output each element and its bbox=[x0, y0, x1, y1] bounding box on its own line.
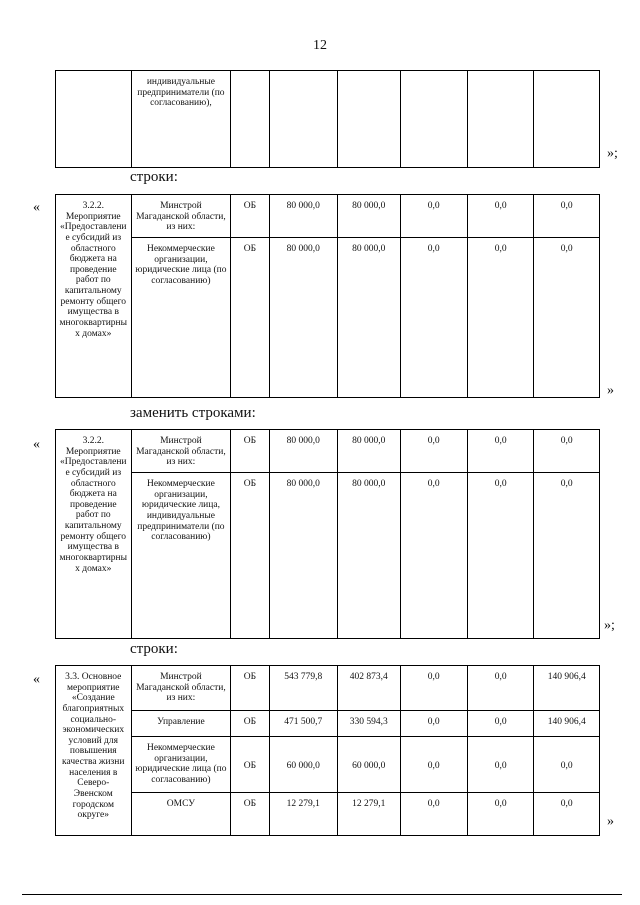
page-number: 12 bbox=[313, 38, 327, 53]
footer-divider bbox=[22, 894, 622, 895]
table-old-3-2-2 bbox=[55, 194, 600, 398]
activity-cell: 3.3. Основное мероприятие «Создание благоприятных социально-экономических условий для повышения качества жизни населения в Северо-Эвенском городском округе» bbox=[56, 666, 132, 836]
executor-cell: Некоммерческие организации, юридические лица (по согласованию) bbox=[131, 737, 231, 793]
value-cell: 80 000,0 bbox=[269, 430, 338, 473]
value-cell: 0,0 bbox=[467, 195, 533, 238]
executor-cell: Некоммерческие организации, юридические лица, индивидуальные предприниматели (по согласованию) bbox=[131, 473, 231, 639]
value-cell bbox=[338, 71, 400, 168]
value-cell: 80 000,0 bbox=[269, 238, 338, 398]
value-cell: 0,0 bbox=[534, 737, 600, 793]
value-cell: 12 279,1 bbox=[269, 793, 338, 836]
table-row bbox=[56, 430, 600, 473]
value-cell: 60 000,0 bbox=[338, 737, 400, 793]
value-cell: 0,0 bbox=[467, 473, 533, 639]
value-cell: 402 873,4 bbox=[338, 666, 400, 711]
value-cell bbox=[467, 71, 533, 168]
value-cell bbox=[400, 71, 467, 168]
activity-cell: 3.2.2. Мероприятие «Предоставлени е субсидий из областного бюджета на проведение работ по капитальному ремонту общего имущества в многоквартирны х домах» bbox=[56, 430, 132, 639]
source-cell: ОБ bbox=[231, 473, 269, 639]
value-cell: 0,0 bbox=[467, 737, 533, 793]
opening-quote: « bbox=[33, 437, 40, 452]
continuation-table bbox=[55, 70, 600, 168]
value-cell: 330 594,3 bbox=[338, 711, 400, 737]
value-cell: 0,0 bbox=[400, 711, 467, 737]
closing-quote: »; bbox=[604, 618, 615, 633]
closing-quote: » bbox=[607, 383, 614, 398]
value-cell: 0,0 bbox=[400, 238, 467, 398]
source-cell: ОБ bbox=[231, 737, 269, 793]
value-cell: 60 000,0 bbox=[269, 737, 338, 793]
executor-cell: Некоммерческие организации, юридические лица (по согласованию) bbox=[131, 238, 231, 398]
source-cell: ОБ bbox=[231, 666, 269, 711]
value-cell: 80 000,0 bbox=[338, 238, 400, 398]
table-row bbox=[56, 238, 600, 398]
value-cell: 0,0 bbox=[534, 195, 600, 238]
value-cell: 80 000,0 bbox=[338, 430, 400, 473]
value-cell: 0,0 bbox=[467, 238, 533, 398]
opening-quote: « bbox=[33, 672, 40, 687]
value-cell bbox=[534, 71, 600, 168]
executor-cell: индивидуальные предприниматели (по согласованию), bbox=[131, 71, 231, 168]
activity-cell: 3.2.2. Мероприятие «Предоставлени е субсидий из областного бюджета на проведение работ по капитальному ремонту общего имущества в многоквартирны х домах» bbox=[56, 195, 132, 398]
value-cell: 140 906,4 bbox=[534, 711, 600, 737]
source-cell: ОБ bbox=[231, 430, 269, 473]
label-rows: строки: bbox=[130, 641, 178, 657]
value-cell: 0,0 bbox=[400, 793, 467, 836]
opening-quote: « bbox=[33, 200, 40, 215]
activity-cell bbox=[56, 71, 132, 168]
value-cell: 80 000,0 bbox=[269, 195, 338, 238]
value-cell: 80 000,0 bbox=[338, 473, 400, 639]
value-cell: 0,0 bbox=[467, 711, 533, 737]
value-cell: 0,0 bbox=[467, 666, 533, 711]
source-cell: ОБ bbox=[231, 711, 269, 737]
executor-cell: Минстрой Магаданской области, из них: bbox=[131, 195, 231, 238]
label-replace: заменить строками: bbox=[130, 405, 256, 421]
value-cell: 12 279,1 bbox=[338, 793, 400, 836]
executor-cell: Минстрой Магаданской области, из них: bbox=[131, 666, 231, 711]
value-cell: 471 500,7 bbox=[269, 711, 338, 737]
source-cell: ОБ bbox=[231, 793, 269, 836]
value-cell: 0,0 bbox=[534, 473, 600, 639]
executor-cell: Управление bbox=[131, 711, 231, 737]
value-cell: 0,0 bbox=[400, 430, 467, 473]
value-cell: 0,0 bbox=[400, 195, 467, 238]
executor-cell: Минстрой Магаданской области, из них: bbox=[131, 430, 231, 473]
source-cell: ОБ bbox=[231, 238, 269, 398]
source-cell: ОБ bbox=[231, 195, 269, 238]
table-row bbox=[56, 195, 600, 238]
value-cell: 140 906,4 bbox=[534, 666, 600, 711]
table-row bbox=[56, 473, 600, 639]
table-row bbox=[56, 793, 600, 836]
closing-quote: »; bbox=[607, 146, 618, 161]
value-cell: 0,0 bbox=[400, 666, 467, 711]
table-row bbox=[56, 71, 600, 168]
value-cell: 0,0 bbox=[400, 473, 467, 639]
value-cell: 0,0 bbox=[534, 430, 600, 473]
value-cell: 543 779,8 bbox=[269, 666, 338, 711]
table-row bbox=[56, 737, 600, 793]
closing-quote: » bbox=[607, 814, 614, 829]
source-cell bbox=[231, 71, 269, 168]
table-row bbox=[56, 711, 600, 737]
label-rows: строки: bbox=[130, 169, 178, 185]
value-cell: 80 000,0 bbox=[338, 195, 400, 238]
table-new-3-2-2 bbox=[55, 429, 600, 639]
value-cell: 0,0 bbox=[400, 737, 467, 793]
value-cell: 0,0 bbox=[534, 793, 600, 836]
value-cell: 80 000,0 bbox=[269, 473, 338, 639]
value-cell: 0,0 bbox=[534, 238, 600, 398]
value-cell bbox=[269, 71, 338, 168]
table-3-3 bbox=[55, 665, 600, 836]
value-cell: 0,0 bbox=[467, 793, 533, 836]
executor-cell: ОМСУ bbox=[131, 793, 231, 836]
value-cell: 0,0 bbox=[467, 430, 533, 473]
table-row bbox=[56, 666, 600, 711]
